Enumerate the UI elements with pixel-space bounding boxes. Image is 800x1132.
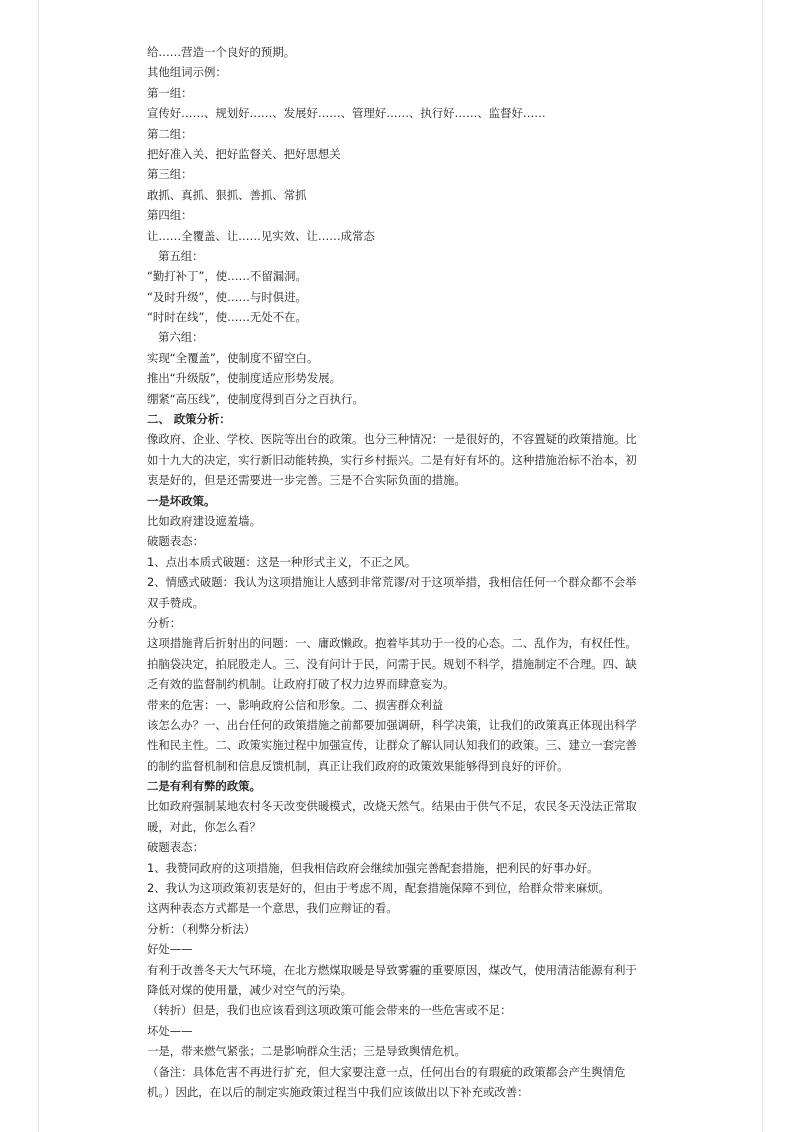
text-line: 比如政府建设遮羞墙。 [147, 513, 261, 528]
text-line: “及时升级”，使……与时俱进。 [147, 289, 307, 304]
text-line: 破题表态： [147, 534, 204, 549]
text-line: 的制约监督机制和信息反馈机制，真正让我们政府的政策效果能够得到良好的评价。 [147, 758, 569, 773]
group-heading: 第四组： [147, 208, 193, 223]
text-line: 暖，对此，你怎么看？ [147, 819, 261, 834]
text-line: 实现“全覆盖”，使制度不留空白。 [147, 350, 319, 365]
text-line: 性和民主性。二、政策实施过程中加强宣传，让群众了解认同认知我们的政策。三、建立一套完善 [147, 738, 637, 753]
text-line: 比如政府强制某地农村冬天改变供暖模式，改烧天然气。结果由于供气不足，农民冬天没法正常取 [147, 799, 637, 814]
text-line: 坏处—— [147, 1023, 193, 1038]
text-line: 给……营造一个良好的预期。 [147, 45, 296, 59]
text-line: 像政府、企业、学校、医院等出台的政策。也分三种情况：一是很好的，不容置疑的政策措施。比 [147, 432, 637, 447]
text-line: 让……全覆盖、让……见实效、让……成常态 [147, 228, 375, 243]
text-line: 敢抓、真抓、狠抓、善抓、常抓 [147, 187, 307, 202]
subsection-heading: 二是有利有弊的政策。 [147, 779, 261, 794]
group-heading: 第二组： [147, 126, 193, 141]
document-body [147, 42, 662, 1102]
text-line: 分析： [147, 615, 182, 630]
text-line: 带来的危害：一、影响政府公信和形象。二、损害群众利益 [147, 697, 444, 712]
text-line: 这两种表态方式都是一个意思，我们应辩证的看。 [147, 901, 398, 916]
subsection-heading: 一是坏政策。 [147, 493, 216, 508]
section-heading: 二、 政策分析： [147, 412, 231, 427]
text-line: （转折）但是，我们也应该看到这项政策可能会带来的一些危害或不足： [147, 1003, 512, 1018]
group-heading: 第三组： [147, 167, 193, 182]
text-line: 拍脑袋决定，拍屁股走人。三、没有问计于民，问需于民。规划不科学，措施制定不合理。四、缺 [147, 656, 637, 671]
text-line: 一是，带来燃气紧张；二是影响群众生活；三是导致舆情危机。 [147, 1044, 466, 1059]
page-border-left [38, 0, 39, 1132]
text-line: 把好准入关、把好监督关、把好思想关 [147, 146, 341, 161]
text-line: 推出“升级版”，使制度适应形势发展。 [147, 371, 342, 386]
text-line: 1、点出本质式破题：这是一种形式主义，不正之风。 [147, 554, 417, 569]
text-line: 其他组词示例： [147, 65, 227, 80]
text-line: 双手赞成。 [147, 595, 204, 610]
group-heading: 第一组： [147, 85, 193, 100]
text-line: 衷是好的，但是还需要进一步完善。三是不合实际负面的措施。 [147, 473, 466, 488]
text-line: 2、情感式破题：我认为这项措施让人感到非常荒谬/对于这项举措，我相信任何一个群众都不会举 [147, 575, 637, 590]
text-line: 乏有效的监督制约机制。让政府打破了权力边界而肆意妄为。 [147, 677, 455, 692]
text-line: 这项措施背后折射出的问题：一、庸政懒政。抱着毕其功于一役的心态。二、乱作为，有权任性。 [147, 636, 637, 651]
text-line: 机。）因此，在以后的制定实施政策过程当中我们应该做出以下补充或改善： [147, 1084, 529, 1099]
text-line: 好处—— [147, 942, 193, 957]
text-line: 该怎么办？一、出台任何的政策措施之前都要加强调研，科学决策，让我们的政策真正体现出科学 [147, 717, 637, 732]
text-line: 1、我赞同政府的这项措施，但我相信政府会继续加强完善配套措施，把利民的好事办好。 [147, 860, 599, 875]
text-line: 破题表态： [147, 840, 204, 855]
text-line: 2、我认为这项政策初衷是好的，但由于考虑不周，配套措施保障不到位，给群众带来麻烦。 [147, 881, 610, 896]
text-line: 降低对煤的使用量，减少对空气的污染。 [147, 982, 353, 997]
text-line: “勤打补丁”，使……不留漏洞。 [147, 269, 307, 284]
text-line: 绷紧“高压线”，使制度得到百分之百执行。 [147, 391, 364, 406]
group-heading: 第五组： [158, 248, 204, 263]
text-line: “时时在线”，使……无处不在。 [147, 310, 307, 325]
text-line: 分析：（利弊分析法） [147, 921, 256, 936]
text-line: 宣传好……、规划好……、发展好……、管理好……、执行好……、监督好…… [147, 106, 546, 121]
text-line: 有利于改善冬天大气环境，在北方燃煤取暖是导致雾霾的重要原因，煤改气，使用清洁能源有利于 [147, 962, 637, 977]
group-heading: 第六组： [158, 330, 204, 345]
text-line: （备注：具体危害不再进行扩充，但大家要注意一点，任何出台的有瑕疵的政策都会产生舆情危 [147, 1064, 626, 1079]
page-border-right [762, 0, 763, 1132]
text-line: 如十九大的决定，实行新旧动能转换，实行乡村振兴。二是有好有坏的。这种措施治标不治本，初 [147, 452, 637, 467]
